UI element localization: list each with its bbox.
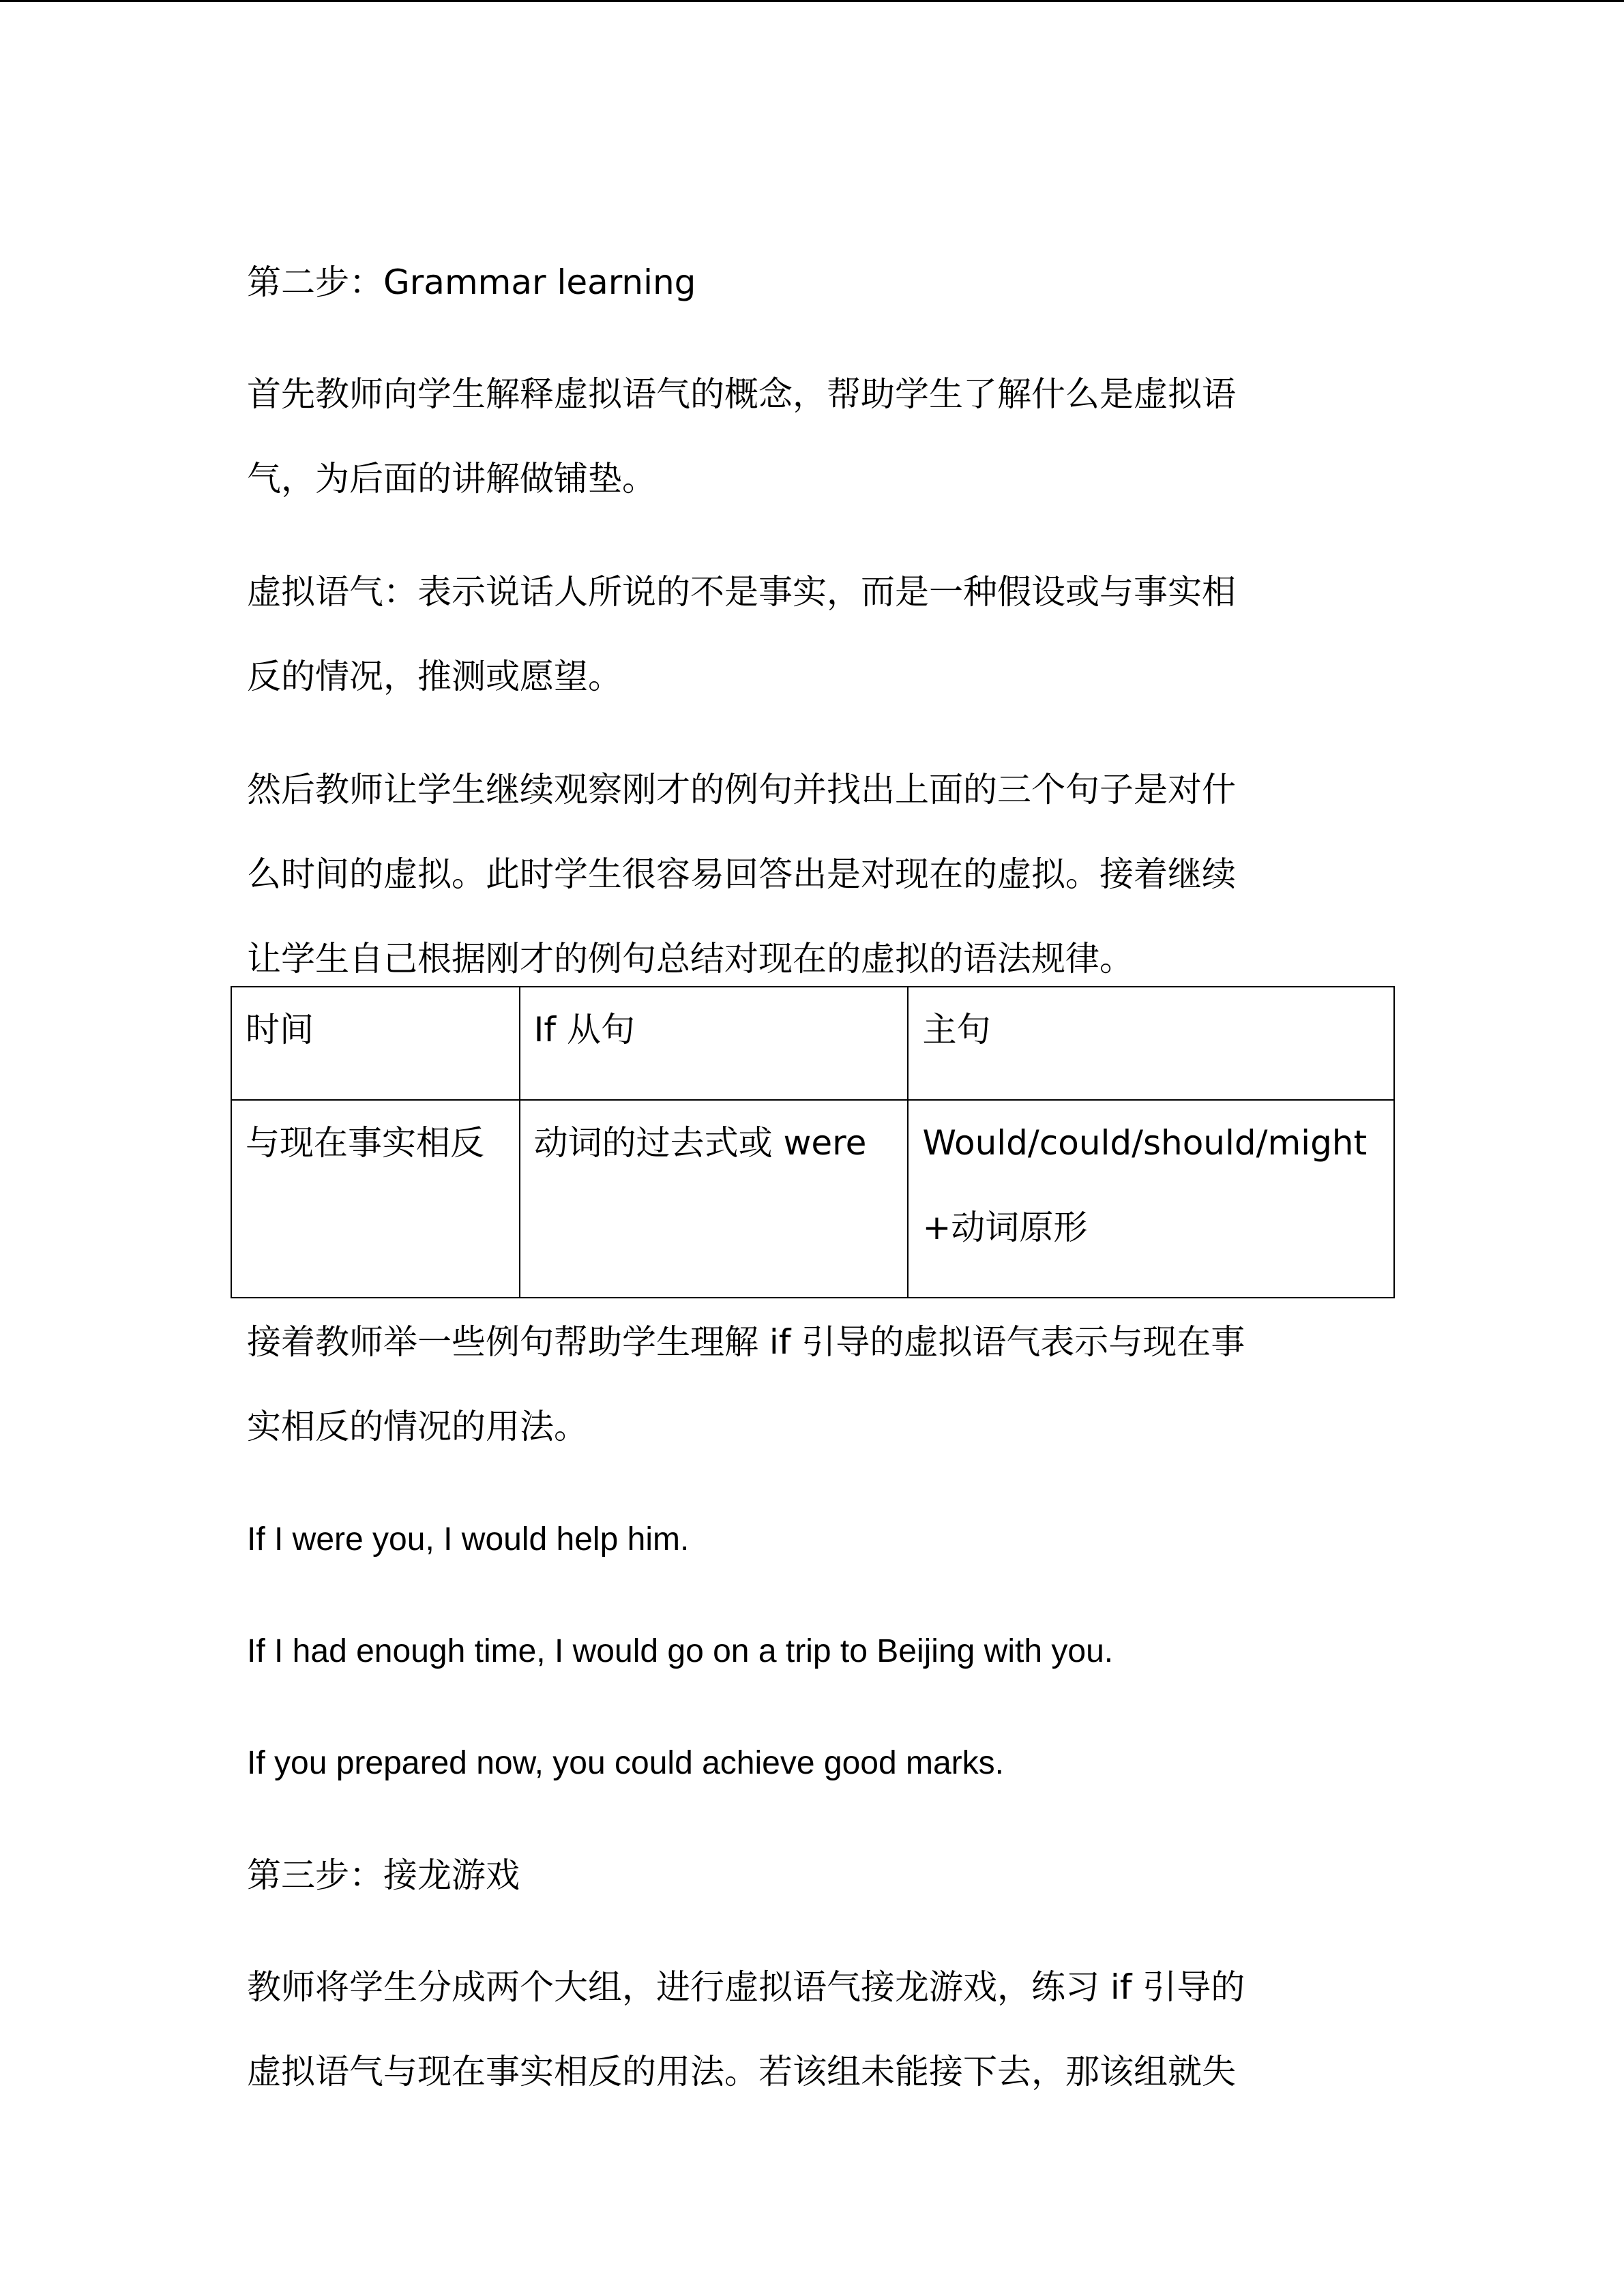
cell-time: 与现在事实相反	[231, 1100, 520, 1298]
cell-main-clause-line-2: +动词原形	[922, 1208, 1088, 1247]
definition-line-1: 虚拟语气：表示说话人所说的不是事实，而是一种假设或与事实相	[247, 572, 1236, 612]
cell-main-clause-line-1: Would/could/should/might	[922, 1123, 1368, 1163]
example-sentence-3	[247, 1721, 1372, 1806]
header-time: 时间	[231, 987, 520, 1100]
table-header-row	[231, 987, 1394, 1100]
intro-line-2: 气，为后面的讲解做铺垫。	[247, 459, 656, 498]
definition-line-2: 反的情况，推测或愿望。	[247, 657, 622, 696]
step3-heading	[247, 1833, 1372, 1918]
grammar-table	[231, 986, 1395, 1298]
example-sentence-1	[247, 1497, 1372, 1582]
observe-paragraph	[247, 747, 1372, 1001]
step3-heading-text: 第三步：接龙游戏	[247, 1855, 520, 1895]
game-line-2: 虚拟语气与现在事实相反的用法。若该组未能接下去，那该组就失	[247, 2052, 1236, 2091]
step2-heading	[247, 240, 1372, 325]
example-2-text: If I had enough time, I would go on a trip to Beijing with you.	[247, 1633, 1114, 1669]
examples-intro-paragraph	[247, 1300, 1372, 1469]
game-paragraph	[247, 1945, 1372, 2114]
game-line-1: 教师将学生分成两个大组，进行虚拟语气接龙游戏，练习 if 引导的	[247, 1967, 1245, 2007]
observe-line-3: 让学生自己根据刚才的例句总结对现在的虚拟的语法规律。	[247, 939, 1134, 979]
table-row	[231, 1100, 1394, 1298]
example-1-text: If I were you, I would help him.	[247, 1521, 690, 1557]
cell-main-clause	[908, 1100, 1394, 1298]
definition-paragraph	[247, 550, 1372, 719]
example-3-text: If you prepared now, you could achieve good marks.	[247, 1745, 1004, 1781]
header-main-clause: 主句	[908, 987, 1394, 1100]
page-top-border	[0, 0, 1624, 2]
example-sentence-2	[247, 1609, 1372, 1694]
step2-heading-text: 第二步：Grammar learning	[247, 263, 696, 302]
intro-paragraph	[247, 352, 1372, 521]
examples-intro-line-2: 实相反的情况的用法。	[247, 1407, 588, 1446]
header-if-clause: If 从句	[520, 987, 909, 1100]
observe-line-1: 然后教师让学生继续观察刚才的例句并找出上面的三个句子是对什	[247, 770, 1236, 809]
cell-if-clause: 动词的过去式或 were	[520, 1100, 909, 1298]
examples-intro-line-1: 接着教师举一些例句帮助学生理解 if 引导的虚拟语气表示与现在事	[247, 1322, 1245, 1362]
observe-line-2: 么时间的虚拟。此时学生很容易回答出是对现在的虚拟。接着继续	[247, 854, 1236, 894]
intro-line-1: 首先教师向学生解释虚拟语气的概念，帮助学生了解什么是虚拟语	[247, 374, 1236, 414]
